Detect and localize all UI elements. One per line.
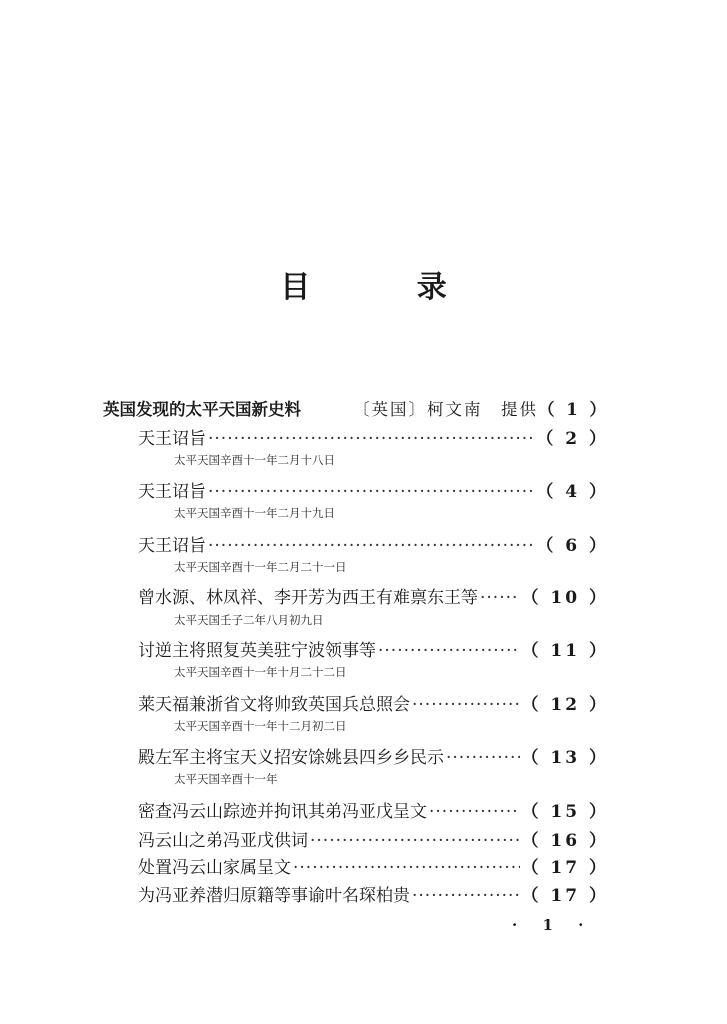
page-title: 目 录 xyxy=(280,270,495,305)
dot-leader xyxy=(412,886,520,906)
toc-entry-page-number: （ 13 ） xyxy=(521,748,609,768)
toc-entry-date: 太平天国辛酉十一年 xyxy=(174,772,278,786)
toc-entry-title: 天王诏旨 xyxy=(138,536,206,556)
toc-section-heading[interactable] xyxy=(103,396,609,420)
toc-entry-title: 处置冯云山家属呈文 xyxy=(138,858,291,878)
toc-entry[interactable] xyxy=(138,583,609,608)
section-page-number: （ 1 ） xyxy=(538,400,609,419)
toc-entry-title: 冯云山之弟冯亚戊供词 xyxy=(138,831,308,851)
toc-entry-date: 太平天国壬子二年八月初九日 xyxy=(174,613,324,627)
toc-entry-page-number: （ 16 ） xyxy=(521,831,609,851)
toc-entry-date: 太平天国辛酉十一年十二月初二日 xyxy=(174,719,347,733)
dot-leader xyxy=(378,641,520,661)
toc-entry[interactable] xyxy=(138,636,609,661)
toc-entry-title: 天王诏旨 xyxy=(138,482,206,502)
toc-entry[interactable] xyxy=(138,424,609,449)
toc-entry[interactable] xyxy=(138,690,609,715)
dot-leader xyxy=(208,429,534,449)
toc-entry[interactable] xyxy=(138,881,609,906)
toc-entry-page-number: （ 10 ） xyxy=(521,588,609,608)
toc-entry-date: 太平天国辛酉十一年二月十九日 xyxy=(174,506,335,520)
toc-entry-page-number: （ 11 ） xyxy=(521,641,609,661)
toc-entry[interactable] xyxy=(138,853,609,878)
toc-entry-page-number: （ 12 ） xyxy=(521,695,609,715)
toc-entry-title: 讨逆主将照复英美驻宁波领事等 xyxy=(138,641,376,661)
dot-leader xyxy=(446,748,520,768)
page-folio: · 1 · xyxy=(512,916,594,934)
dot-leader xyxy=(429,802,520,822)
toc-entry-page-number: （ 2 ） xyxy=(536,429,609,449)
toc-entry-title: 莱天福兼浙省文将帅致英国兵总照会 xyxy=(138,695,410,715)
toc-entry-page-number: （ 17 ） xyxy=(521,886,609,906)
toc-entry[interactable] xyxy=(138,743,609,768)
toc-entry-page-number: （ 6 ） xyxy=(536,536,609,556)
dot-leader xyxy=(412,695,520,715)
toc-entry-title: 为冯亚养潜归原籍等事谕叶名琛柏贵 xyxy=(138,886,410,906)
toc-entry[interactable] xyxy=(138,531,609,556)
toc-entry[interactable] xyxy=(138,826,609,851)
toc-entry-date: 太平天国辛酉十一年二月二十一日 xyxy=(174,560,347,574)
section-provider: 〔英国〕柯文南 提供 xyxy=(353,400,539,419)
toc-entry-page-number: （ 17 ） xyxy=(521,858,609,878)
toc-entry-date: 太平天国辛酉十一年二月十八日 xyxy=(174,453,335,467)
toc-entry[interactable] xyxy=(138,477,609,502)
dot-leader xyxy=(310,831,520,851)
dot-leader xyxy=(293,858,520,878)
toc-entry-date: 太平天国辛酉十一年十月二十二日 xyxy=(174,665,347,679)
toc-entry-title: 密查冯云山踪迹并拘讯其弟冯亚戊呈文 xyxy=(138,802,427,822)
toc-entry-page-number: （ 15 ） xyxy=(521,802,609,822)
toc-entry[interactable] xyxy=(138,797,609,822)
toc-entry-title: 曾水源、林凤祥、李开芳为西王有难禀东王等 xyxy=(138,588,478,608)
dot-leader xyxy=(480,588,520,608)
toc-entry-page-number: （ 4 ） xyxy=(536,482,609,502)
section-title: 英国发现的太平天国新史料 xyxy=(103,400,301,419)
dot-leader xyxy=(208,536,534,556)
toc-entry-title: 殿左军主将宝天义招安馀姚县四乡乡民示 xyxy=(138,748,444,768)
dot-leader xyxy=(208,482,534,502)
toc-entry-title: 天王诏旨 xyxy=(138,429,206,449)
